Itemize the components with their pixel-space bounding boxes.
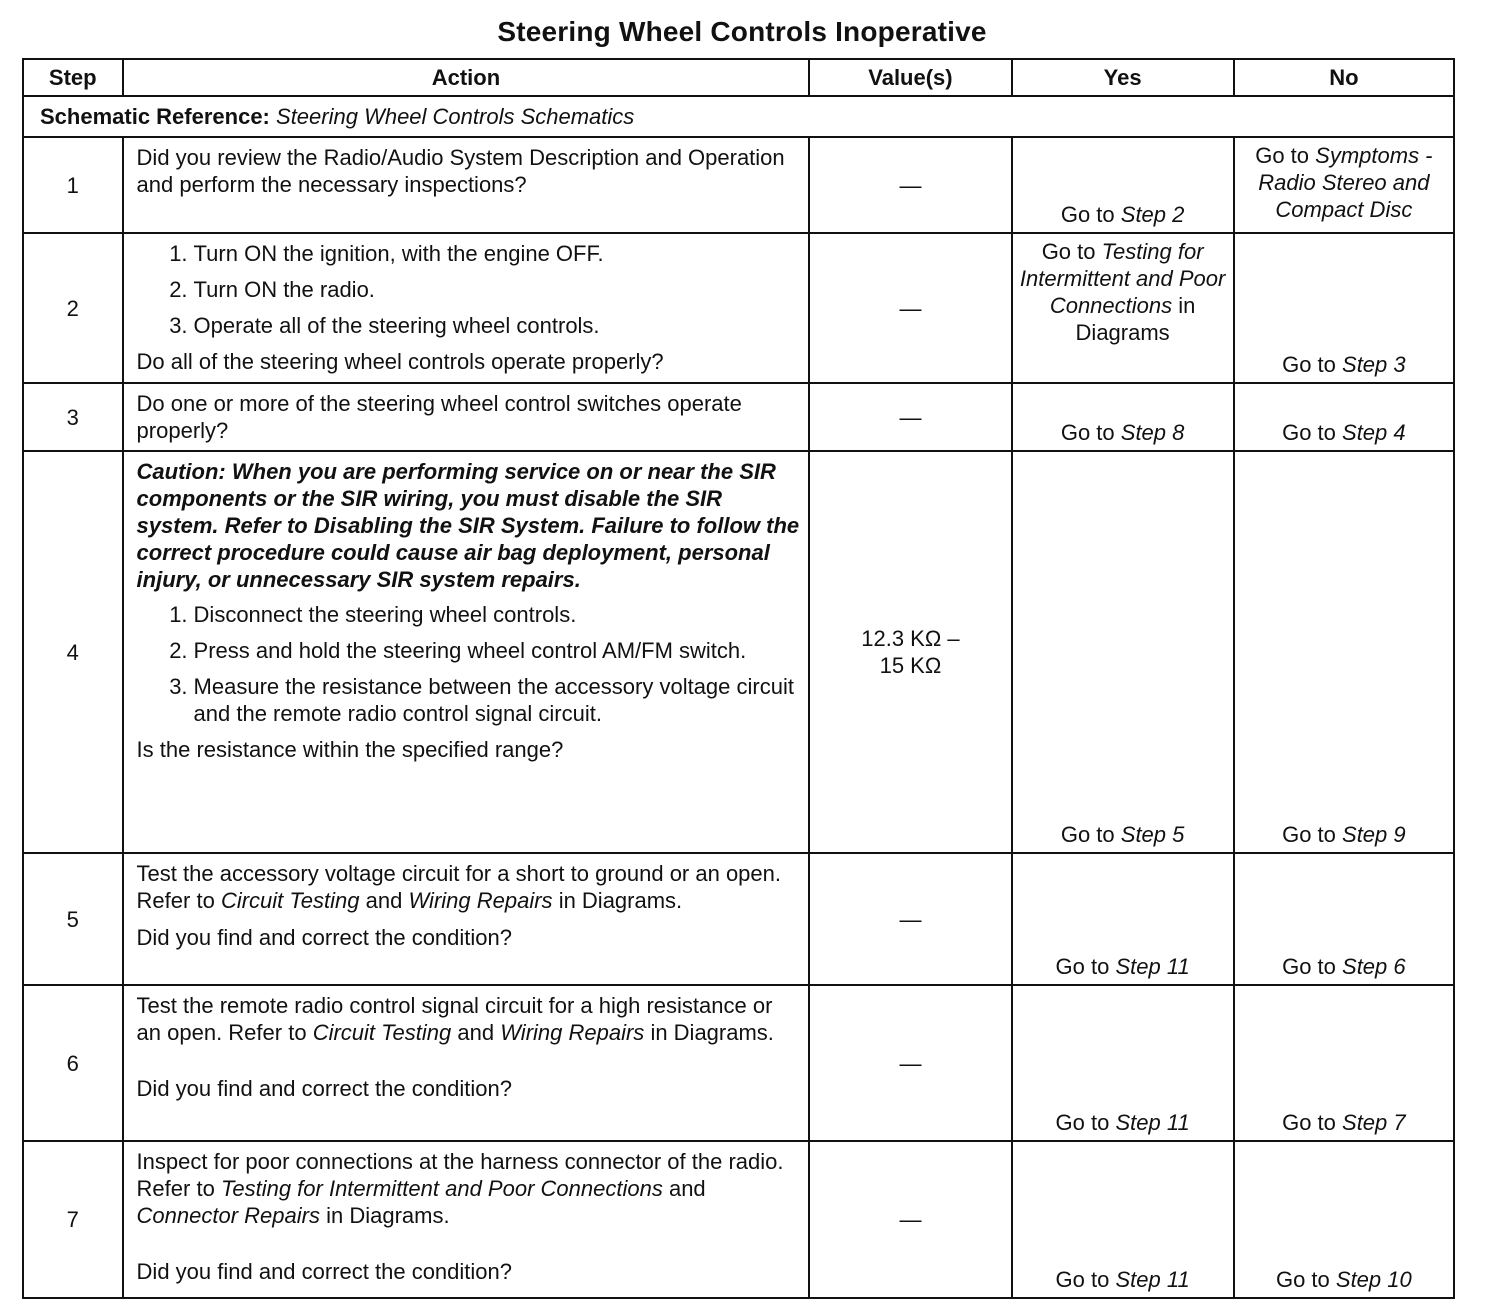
action-cell (123, 383, 810, 451)
value-cell: — (809, 233, 1011, 383)
yes-cell (1012, 451, 1234, 853)
no-goto-step-7[interactable]: Go to Step 7 (1282, 1110, 1406, 1135)
no-cell (1234, 233, 1454, 383)
yes-goto-step-11[interactable]: Go to Step 11 (1055, 1110, 1190, 1135)
action-text: Did you review the Radio/Audio System Description and Operation and perform the necessary inspections? (136, 145, 785, 197)
table-header-row (23, 59, 1454, 96)
yes-goto-step-11[interactable]: Go to Step 11 (1055, 954, 1190, 979)
header-no: No (1234, 59, 1454, 96)
no-goto-symptoms[interactable]: Go to Symptoms - Radio Stereo and Compact Disc (1255, 143, 1433, 222)
step-number: 1 (23, 137, 123, 233)
no-cell (1234, 451, 1454, 853)
ref-circuit-testing[interactable]: Circuit Testing (312, 1020, 452, 1045)
schematic-reference (23, 96, 1454, 137)
step-number: 4 (23, 451, 123, 853)
yes-cell (1012, 853, 1234, 985)
list-item: 2. Press and hold the steering wheel control AM/FM switch. (169, 638, 747, 663)
ref-testing-intermittent[interactable]: Testing for Intermittent and Poor Connections (220, 1176, 663, 1201)
list-item: 3. Operate all of the steering wheel controls. (169, 313, 600, 338)
table-row-step-7 (23, 1141, 1454, 1298)
question-text: Did you find and correct the condition? (136, 1259, 512, 1284)
table-row-step-5 (23, 853, 1454, 985)
yes-goto-step-11[interactable]: Go to Step 11 (1055, 1267, 1190, 1292)
table-row-step-2 (23, 233, 1454, 383)
action-text: Do one or more of the steering wheel control switches operate properly? (136, 391, 742, 443)
question-text: Is the resistance within the specified range? (136, 737, 564, 762)
header-step: Step (23, 59, 123, 96)
value-cell: — (809, 985, 1011, 1141)
procedure-list (137, 240, 801, 339)
step-number: 2 (23, 233, 123, 383)
yes-goto-step-5[interactable]: Go to Step 5 (1060, 822, 1185, 847)
ref-wiring-repairs[interactable]: Wiring Repairs (500, 1020, 645, 1045)
diagnostic-table (22, 58, 1455, 1299)
procedure-list (137, 601, 801, 727)
action-text: Test the remote radio control signal circuit for a high resistance or an open. Refer to Circuit Testing and Wiring Repairs in Diagrams. (136, 993, 774, 1045)
action-cell (123, 985, 810, 1141)
question-text: Do all of the steering wheel controls operate properly? (136, 349, 664, 374)
step-number: 5 (23, 853, 123, 985)
no-cell (1234, 383, 1454, 451)
schematic-ref-link[interactable]: Steering Wheel Controls Schematics (276, 104, 635, 129)
list-item: 1. Turn ON the ignition, with the engine OFF. (169, 241, 604, 266)
yes-cell (1012, 233, 1234, 383)
action-text: Inspect for poor connections at the harness connector of the radio. Refer to Testing for Intermittent and Poor Connections and Connector Repairs in Diagrams. (136, 1149, 784, 1228)
no-goto-step-10[interactable]: Go to Step 10 (1275, 1267, 1412, 1292)
action-cell (123, 1141, 810, 1298)
yes-cell (1012, 1141, 1234, 1298)
yes-cell (1012, 383, 1234, 451)
yes-cell (1012, 985, 1234, 1141)
value-range-min: 12.3 KΩ – (861, 626, 960, 651)
value-cell: — (809, 137, 1011, 233)
action-cell (123, 853, 810, 985)
value-cell: — (809, 383, 1011, 451)
question-text: Did you find and correct the condition? (136, 925, 512, 950)
no-goto-step-9[interactable]: Go to Step 9 (1282, 822, 1406, 847)
action-text: Test the accessory voltage circuit for a short to ground or an open. Refer to Circuit Testing and Wiring Repairs in Diagrams. (136, 861, 782, 913)
value-cell (809, 451, 1011, 853)
no-cell (1234, 137, 1454, 233)
list-item: 3. Measure the resistance between the accessory voltage circuit and the remote radio control signal circuit. (169, 674, 794, 726)
yes-goto-step-8[interactable]: Go to Step 8 (1060, 420, 1185, 445)
yes-cell (1012, 137, 1234, 233)
no-cell (1234, 985, 1454, 1141)
list-item: 1. Disconnect the steering wheel controls. (169, 602, 577, 627)
list-item: 2. Turn ON the radio. (169, 277, 375, 302)
page-title: Steering Wheel Controls Inoperative (497, 16, 987, 47)
value-cell: — (809, 1141, 1011, 1298)
step-number: 3 (23, 383, 123, 451)
value-cell: — (809, 853, 1011, 985)
table-row-step-3 (23, 383, 1454, 451)
header-action: Action (123, 59, 810, 96)
table-row-step-6 (23, 985, 1454, 1141)
caution-note: Caution: When you are performing service on or near the SIR components or the SIR wiring, you must disable the SIR system. Refer to Disabling the SIR System. Failure to follow the correct procedure could cause air bag deployment, personal injury, or unnecessary SIR system repairs. (136, 459, 800, 592)
no-cell (1234, 1141, 1454, 1298)
step-number: 6 (23, 985, 123, 1141)
ref-circuit-testing[interactable]: Circuit Testing (220, 888, 360, 913)
no-goto-step-3[interactable]: Go to Step 3 (1282, 352, 1406, 377)
action-cell (123, 137, 810, 233)
step-number: 7 (23, 1141, 123, 1298)
header-values: Value(s) (809, 59, 1011, 96)
no-goto-step-6[interactable]: Go to Step 6 (1282, 954, 1406, 979)
ref-connector-repairs[interactable]: Connector Repairs (136, 1203, 320, 1228)
ref-wiring-repairs[interactable]: Wiring Repairs (408, 888, 553, 913)
schematic-reference-row (23, 96, 1454, 137)
action-cell (123, 451, 810, 853)
table-row-step-4 (23, 451, 1454, 853)
no-cell (1234, 853, 1454, 985)
question-text: Did you find and correct the condition? (136, 1076, 512, 1101)
schematic-label: Schematic Reference: (40, 104, 270, 129)
action-cell (123, 233, 810, 383)
yes-goto-testing-intermittent[interactable]: Go to Testing for Intermittent and Poor Connections in Diagrams (1019, 239, 1226, 345)
header-yes: Yes (1012, 59, 1234, 96)
no-goto-step-4[interactable]: Go to Step 4 (1282, 420, 1406, 445)
value-range-max: 15 KΩ (879, 653, 942, 678)
yes-goto-step-2[interactable]: Go to Step 2 (1060, 202, 1185, 227)
table-row-step-1 (23, 137, 1454, 233)
